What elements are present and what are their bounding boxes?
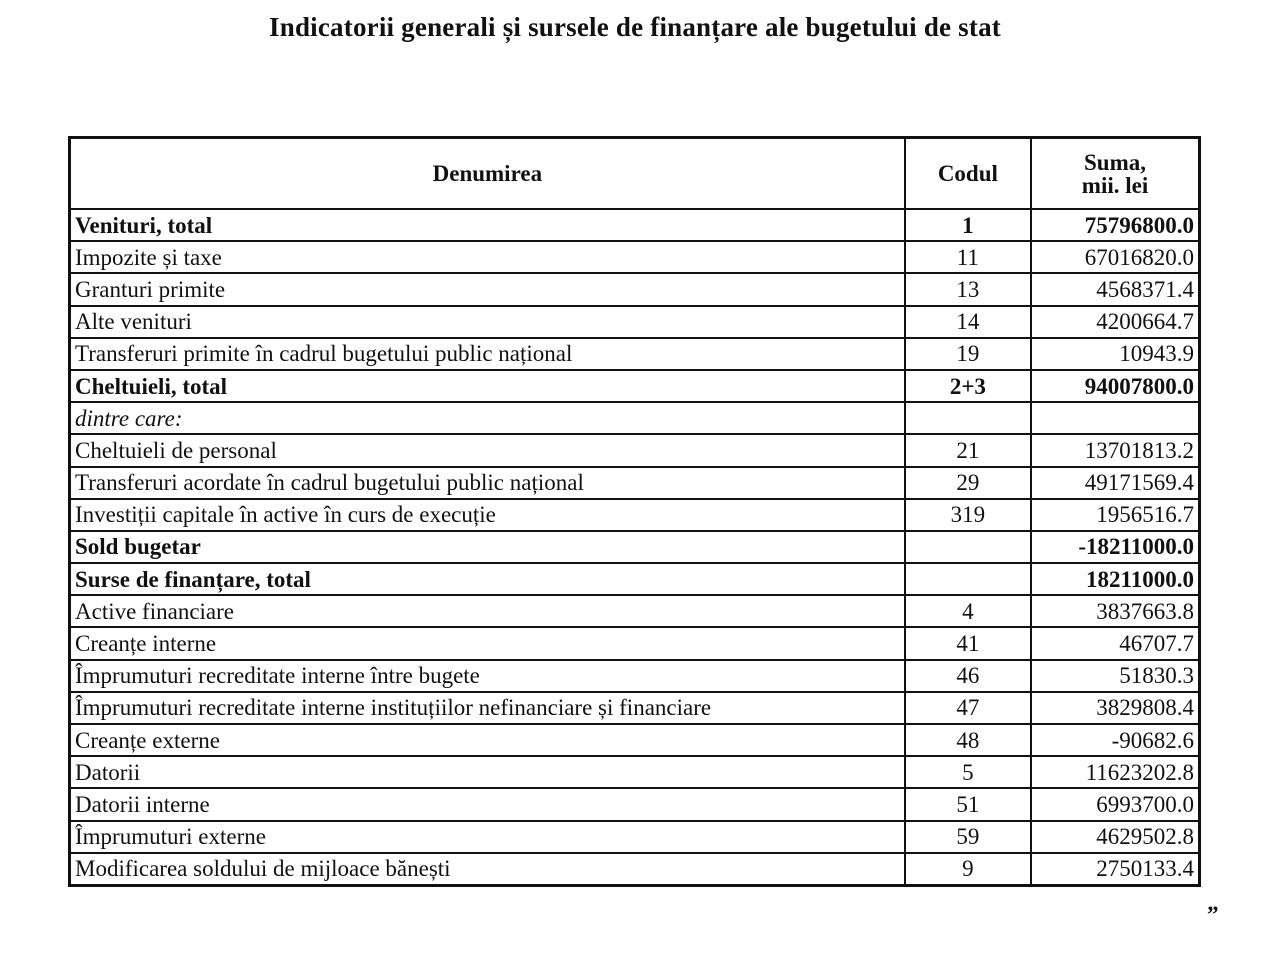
table-body xyxy=(70,209,1200,885)
cell-name: Transferuri primite în cadrul bugetului public național xyxy=(70,338,905,370)
closing-quote: ” xyxy=(1207,902,1219,927)
table-row xyxy=(70,756,1200,788)
cell-name: Granturi primite xyxy=(70,273,905,305)
cell-code: 48 xyxy=(905,724,1031,756)
cell-code: 41 xyxy=(905,627,1031,659)
cell-name: dintre care: xyxy=(70,402,905,434)
table-row xyxy=(70,563,1200,595)
cell-code: 59 xyxy=(905,821,1031,853)
cell-code xyxy=(905,563,1031,595)
cell-name: Creanțe externe xyxy=(70,724,905,756)
table-row xyxy=(70,273,1200,305)
table-header-row xyxy=(70,138,1200,210)
cell-name: Datorii interne xyxy=(70,788,905,820)
table-row xyxy=(70,209,1200,241)
cell-name: Modificarea soldului de mijloace bănești xyxy=(70,853,905,886)
cell-name: Venituri, total xyxy=(70,209,905,241)
cell-code: 2+3 xyxy=(905,370,1031,402)
cell-name: Alte venituri xyxy=(70,306,905,338)
cell-code: 21 xyxy=(905,434,1031,466)
cell-name: Cheltuieli, total xyxy=(70,370,905,402)
cell-sum xyxy=(1031,402,1199,434)
table-row xyxy=(70,467,1200,499)
cell-sum: 2750133.4 xyxy=(1031,853,1199,886)
cell-sum: 11623202.8 xyxy=(1031,756,1199,788)
table-row xyxy=(70,370,1200,402)
table-row xyxy=(70,531,1200,563)
table-row xyxy=(70,692,1200,724)
cell-name: Cheltuieli de personal xyxy=(70,434,905,466)
header-sum-line2: mii. lei xyxy=(1081,172,1149,198)
table-row xyxy=(70,627,1200,659)
cell-code: 46 xyxy=(905,660,1031,692)
table-row xyxy=(70,306,1200,338)
cell-name: Împrumuturi externe xyxy=(70,821,905,853)
cell-name: Împrumuturi recreditate interne între bugete xyxy=(70,660,905,692)
cell-name: Creanțe interne xyxy=(70,627,905,659)
cell-code xyxy=(905,402,1031,434)
cell-sum: 4200664.7 xyxy=(1031,306,1199,338)
cell-sum: 67016820.0 xyxy=(1031,241,1199,273)
cell-code: 11 xyxy=(905,241,1031,273)
cell-sum: 75796800.0 xyxy=(1031,209,1199,241)
table-row xyxy=(70,788,1200,820)
table-row xyxy=(70,724,1200,756)
table-row xyxy=(70,821,1200,853)
cell-sum: 51830.3 xyxy=(1031,660,1199,692)
cell-code: 19 xyxy=(905,338,1031,370)
table-row xyxy=(70,660,1200,692)
cell-code xyxy=(905,531,1031,563)
header-code: Codul xyxy=(905,138,1031,210)
cell-sum: 6993700.0 xyxy=(1031,788,1199,820)
cell-name: Sold bugetar xyxy=(70,531,905,563)
cell-sum: -18211000.0 xyxy=(1031,531,1199,563)
cell-sum: 94007800.0 xyxy=(1031,370,1199,402)
header-sum-line1: Suma, xyxy=(1084,149,1147,175)
cell-sum: 4568371.4 xyxy=(1031,273,1199,305)
table-row xyxy=(70,853,1200,886)
header-name: Denumirea xyxy=(70,138,905,210)
cell-name: Impozite și taxe xyxy=(70,241,905,273)
cell-code: 1 xyxy=(905,209,1031,241)
cell-sum: -90682.6 xyxy=(1031,724,1199,756)
cell-name: Transferuri acordate în cadrul bugetului public național xyxy=(70,467,905,499)
table-row xyxy=(70,595,1200,627)
cell-sum: 13701813.2 xyxy=(1031,434,1199,466)
table-row xyxy=(70,402,1200,434)
cell-code: 14 xyxy=(905,306,1031,338)
table-row xyxy=(70,434,1200,466)
table-row xyxy=(70,241,1200,273)
cell-name: Investiții capitale în active în curs de execuție xyxy=(70,499,905,531)
cell-sum: 46707.7 xyxy=(1031,627,1199,659)
cell-code: 29 xyxy=(905,467,1031,499)
cell-code: 47 xyxy=(905,692,1031,724)
cell-sum: 10943.9 xyxy=(1031,338,1199,370)
header-sum xyxy=(1031,138,1199,210)
cell-name: Active financiare xyxy=(70,595,905,627)
cell-code: 319 xyxy=(905,499,1031,531)
cell-code: 5 xyxy=(905,756,1031,788)
cell-name: Datorii xyxy=(70,756,905,788)
cell-code: 9 xyxy=(905,853,1031,886)
cell-code: 4 xyxy=(905,595,1031,627)
cell-name: Surse de finanțare, total xyxy=(70,563,905,595)
cell-sum: 18211000.0 xyxy=(1031,563,1199,595)
cell-code: 13 xyxy=(905,273,1031,305)
table-row xyxy=(70,338,1200,370)
table-row xyxy=(70,499,1200,531)
cell-sum: 3837663.8 xyxy=(1031,595,1199,627)
document-title: Indicatorii generali și sursele de finanțare ale bugetului de stat xyxy=(269,12,1001,42)
cell-sum: 4629502.8 xyxy=(1031,821,1199,853)
cell-sum: 3829808.4 xyxy=(1031,692,1199,724)
budget-indicators-table xyxy=(68,136,1201,887)
cell-sum: 1956516.7 xyxy=(1031,499,1199,531)
cell-sum: 49171569.4 xyxy=(1031,467,1199,499)
cell-code: 51 xyxy=(905,788,1031,820)
cell-name: Împrumuturi recreditate interne instituțiilor nefinanciare și financiare xyxy=(70,692,905,724)
